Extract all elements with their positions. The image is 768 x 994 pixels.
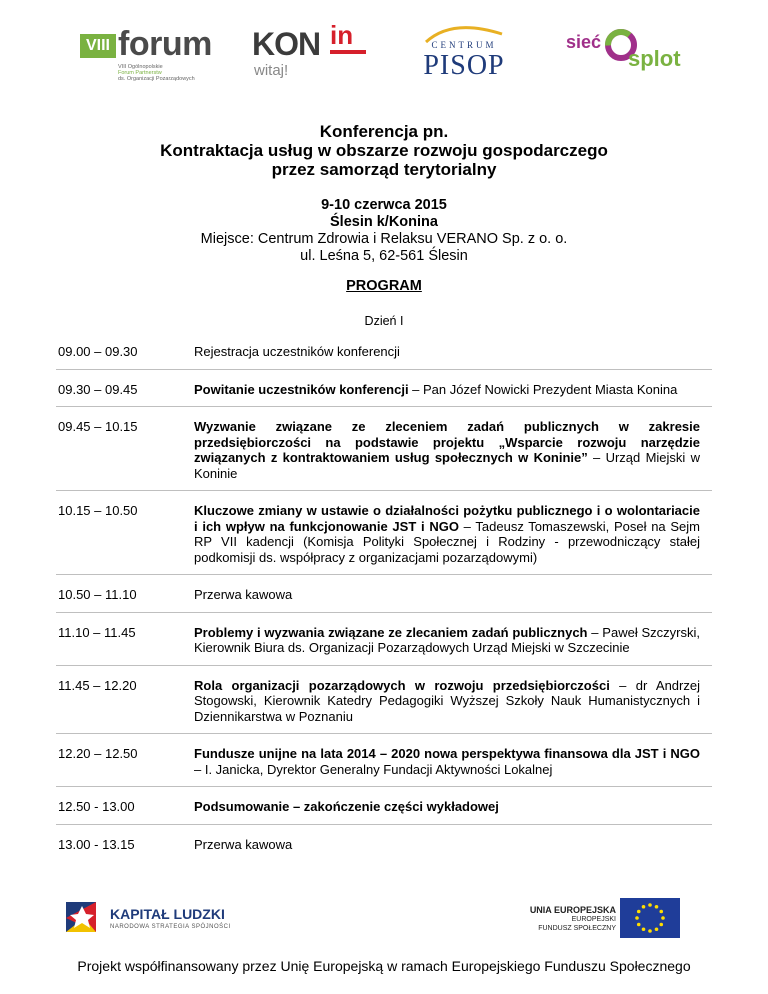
agenda-time: 09.45 – 10.15 [56,407,193,491]
agenda-topic: Kluczowe zmiany w ustawie o działalności pożytku publicznego i o wolontariacie i ich wpływ na funkcjonowanie JST i NGO [194,503,700,534]
header-logos [0,22,768,84]
agenda-time: 12.20 – 12.50 [56,734,193,787]
agenda-speaker: – I. Janicka, Dyrektor Generalny Fundacji Aktywności Lokalnej [194,761,553,777]
agenda-time: 10.50 – 11.10 [56,575,193,613]
eu-star-icon [642,905,646,909]
agenda-row [56,612,712,665]
agenda-speaker: Rejestracja uczestników konferencji [194,344,400,359]
agenda-description [193,491,712,575]
agenda-speaker: – dr Andrzej Stogowski, Kierownik Katedry Pedagogiki Wyższej Szkoły Nauk Humanistycznych i Dziennikarstwa w Poznaniu [194,677,700,724]
konin-logo [252,22,372,84]
pisop-logo [416,22,512,84]
eu-star-icon [661,916,665,920]
konin-in: in [330,20,354,50]
agenda-topic: Rola organizacji pozarządowych w rozwoju przedsiębiorczości [194,677,610,693]
konin-tagline: witaj! [254,62,289,79]
agenda-topic: Problemy i wyzwania związane ze zlecaniem zadań publicznych [194,624,588,640]
eu-star-icon [637,910,641,914]
day-label: Dzień I [364,314,404,328]
eu-star-icon [655,927,659,931]
event-details [0,197,768,265]
forum-sub-line: ds. Organizacji Pozarządowych [118,76,195,82]
event-city: Ślesin k/Konina [330,214,438,230]
agenda-description [193,612,712,665]
kapital-ludzki-title: KAPITAŁ LUDZKI [110,906,225,922]
agenda-topic: Wyzwanie związane ze zleceniem zadań publicznych w zakresie przedsiębiorczości na podstawie projektu „Wsparcie rozwoju narzędzie związanych z kontraktowaniem usług społecznych w Koninie” [194,419,700,465]
agenda-speaker: Przerwa kawowa [194,836,293,852]
forum-logo [80,22,220,84]
agenda-description [193,369,712,407]
eu-line: UNIA EUROPEJSKA [529,905,616,915]
eu-star-icon [659,923,663,927]
kapital-ludzki-flag-icon [64,898,104,938]
agenda-description [193,665,712,734]
agenda-time: 10.15 – 10.50 [56,491,193,575]
agenda-time: 13.00 - 13.15 [56,824,193,861]
agenda-time: 09.00 – 09.30 [58,344,138,359]
conference-title [0,122,768,179]
agenda-row [56,824,712,861]
agenda-speaker: – Paweł Szczyrski, Kierownik Biura ds. Organizacji Pozarządowych Urząd Miejski w Szczecinie [194,624,700,655]
forum-sub-line: VIII Ogólnopolskie [118,64,163,70]
agenda-row [56,665,712,734]
forum-subtitle [118,64,195,82]
agenda-table [56,332,712,861]
eu-star-icon [635,916,639,920]
forum-sub-line: Forum Partnerstw [118,70,162,76]
agenda-description [193,734,712,787]
program-heading: PROGRAM [346,278,422,294]
agenda-topic: Fundusze unijne na lata 2014 – 2020 nowa perspektywa finansowa dla JST i NGO [194,746,700,761]
title-line: Konferencja pn. [319,122,449,141]
eu-line: FUNDUSZ SPOŁECZNY [538,925,616,932]
agenda-row [56,407,712,491]
agenda-description [193,787,712,825]
agenda-speaker: – Pan Józef Nowicki Prezydent Miasta Konina [408,381,678,397]
eu-star-icon [659,910,663,914]
agenda-speaker: Przerwa kawowa [194,587,293,602]
splot-siec: sieć [566,32,602,52]
agenda-row [56,369,712,407]
agenda-time: 11.45 – 12.20 [56,665,193,734]
forum-badge: VIII [80,34,116,58]
splot-word: splot [628,46,681,71]
konin-kon: KON [252,26,321,62]
agenda-description [193,407,712,491]
agenda-description [193,575,712,613]
pisop-centrum: CENTRUM [431,40,497,50]
agenda-row [56,787,712,825]
event-venue: Miejsce: Centrum Zdrowia i Relaksu VERANO Sp. z o. o. [200,231,568,247]
agenda-time: 11.10 – 11.45 [56,612,193,665]
agenda-topic: Powitanie uczestników konferencji [194,381,409,397]
forum-word: forum [118,25,212,63]
agenda-row [56,734,712,787]
agenda-row [56,575,712,613]
kapital-ludzki-subtitle: NARODOWA STRATEGIA SPÓJNOŚCI [110,924,231,930]
eu-fund-text [530,906,616,933]
agenda-description [193,332,712,369]
title-line: Kontraktacja usług w obszarze rozwoju gospodarczego [160,141,608,160]
eu-star-icon [648,903,652,907]
agenda-row [56,491,712,575]
agenda-topic: Podsumowanie – zakończenie części wykładowej [194,799,499,814]
footer-note: Projekt współfinansowany przez Unię Europejską w ramach Europejskiego Funduszu Społecznego [77,958,691,974]
footer-logos [0,896,768,946]
event-address: ul. Leśna 5, 62-561 Ślesin [300,248,468,264]
agenda-row [56,332,712,369]
eu-flag-icon [620,898,680,938]
eu-line: EUROPEJSKI [571,916,616,923]
agenda-time: 12.50 - 13.00 [56,787,193,825]
agenda-speaker: – Tadeusz Tomaszewski, Poseł na Sejm RP VII kadencji (Komisja Polityki Społecznej i Rodziny - przewodniczący stałej podkomisji ds. współpracy z organizacjami pozarządowymi) [194,518,700,565]
konin-bar [330,50,366,54]
agenda-speaker: – Urząd Miejski w Koninie [194,450,700,481]
eu-star-icon [648,929,652,933]
eu-star-icon [655,905,659,909]
agenda-time: 09.30 – 09.45 [56,369,193,407]
eu-star-icon [637,923,641,927]
title-line: przez samorząd terytorialny [271,160,497,179]
eu-star-icon [642,927,646,931]
pisop-name: PISOP [423,50,505,81]
event-date: 9-10 czerwca 2015 [321,197,447,213]
agenda-description [193,824,712,861]
splot-logo [566,22,690,84]
